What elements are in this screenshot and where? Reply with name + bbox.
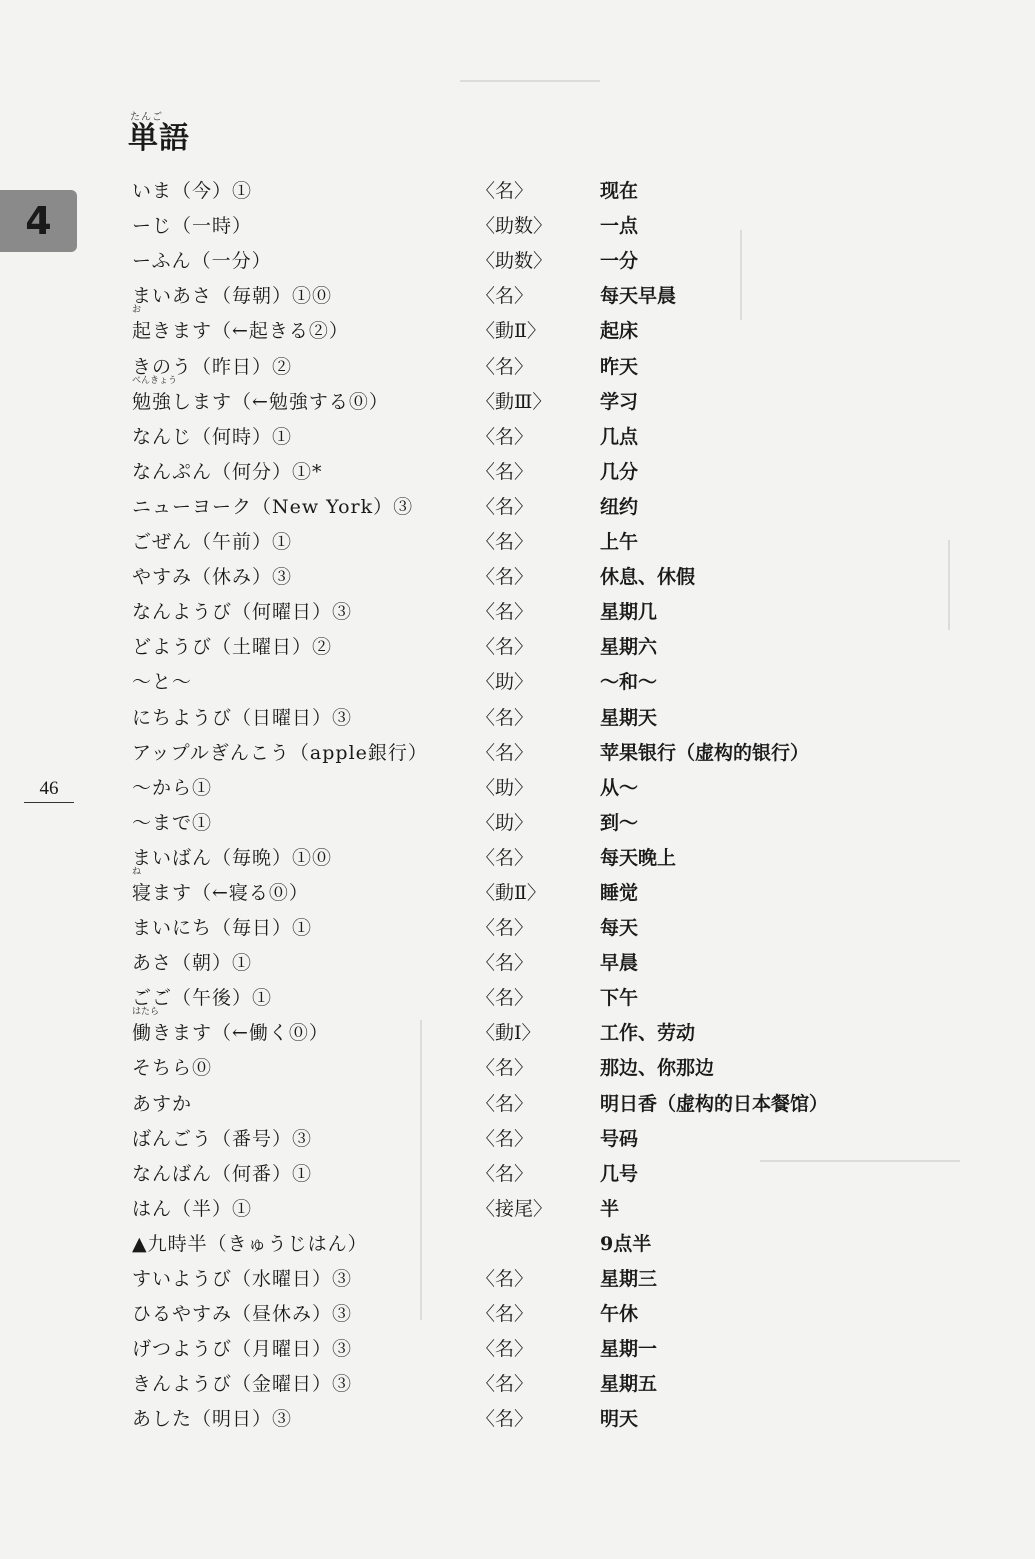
part-of-speech: 〈名〉 bbox=[476, 601, 534, 624]
part-of-speech: 〈名〉 bbox=[476, 987, 534, 1010]
vocab-row bbox=[128, 1400, 908, 1435]
vocab-row bbox=[128, 593, 908, 628]
vocab-row bbox=[128, 1155, 908, 1190]
vocab-row bbox=[128, 769, 908, 804]
part-of-speech: 〈名〉 bbox=[476, 425, 534, 448]
term-ruby: はたら bbox=[132, 1007, 160, 1018]
vocab-meaning: ～和～ bbox=[600, 671, 658, 694]
vocab-row bbox=[128, 558, 908, 593]
chapter-tab bbox=[0, 190, 77, 252]
part-of-speech: 〈名〉 bbox=[476, 952, 534, 975]
vocab-row bbox=[128, 866, 908, 909]
vocab-term: すいようび（水曜日）③ bbox=[132, 1268, 353, 1290]
part-of-speech: 〈動Ⅰ〉 bbox=[476, 1022, 541, 1045]
vocab-term: あすか bbox=[132, 1092, 193, 1115]
vocab-term: やすみ（休み）③ bbox=[132, 566, 293, 589]
vocab-term: まいにち（毎日）① bbox=[132, 917, 313, 940]
vocab-term: なんぷん（何分）①* bbox=[132, 460, 323, 483]
vocab-meaning: 每天晚上 bbox=[600, 846, 677, 869]
vocab-row bbox=[128, 839, 908, 874]
vocab-term: ～から① bbox=[132, 776, 213, 799]
vocabulary-list bbox=[128, 172, 908, 1435]
vocab-term: きんようび（金曜日）③ bbox=[132, 1373, 353, 1396]
term-ruby: お bbox=[132, 305, 142, 316]
vocab-row bbox=[128, 1295, 908, 1330]
vocab-meaning: 到～ bbox=[600, 811, 639, 834]
vocab-row bbox=[128, 488, 908, 523]
vocab-meaning: 几号 bbox=[600, 1162, 639, 1185]
vocab-meaning: 半 bbox=[600, 1197, 620, 1220]
vocab-meaning: 星期几 bbox=[600, 601, 658, 624]
part-of-speech: 〈名〉 bbox=[476, 1338, 534, 1361]
vocab-term: なんじ（何時）① bbox=[132, 425, 293, 448]
vocab-meaning: 明日香（虚构的日本餐馆） bbox=[600, 1092, 829, 1115]
vocab-term: きのう（昨日）② bbox=[132, 355, 293, 378]
vocab-term: まいばん（毎晩）①⓪ bbox=[132, 846, 333, 869]
page-number: 46 bbox=[24, 778, 74, 803]
part-of-speech: 〈助数〉 bbox=[476, 250, 553, 273]
part-of-speech: 〈名〉 bbox=[476, 706, 534, 729]
vocab-row bbox=[128, 1084, 908, 1119]
vocab-row bbox=[128, 663, 908, 698]
vocab-term: はん（半）① bbox=[132, 1197, 253, 1220]
vocab-term: なんようび（何曜日）③ bbox=[132, 601, 353, 624]
vocab-meaning: 号码 bbox=[600, 1127, 639, 1150]
vocab-meaning: 星期五 bbox=[600, 1373, 658, 1396]
part-of-speech: 〈名〉 bbox=[476, 917, 534, 940]
vocab-meaning: 学习 bbox=[600, 390, 639, 413]
part-of-speech: 〈動Ⅱ〉 bbox=[476, 881, 546, 904]
vocab-meaning: 午休 bbox=[600, 1303, 639, 1326]
vocab-meaning: 星期六 bbox=[600, 636, 658, 659]
vocab-term: なんばん（何番）① bbox=[132, 1162, 313, 1185]
vocab-row bbox=[128, 979, 908, 1014]
vocab-row bbox=[128, 172, 908, 207]
vocab-meaning: 纽约 bbox=[600, 495, 639, 518]
vocab-term: ～と～ bbox=[132, 671, 193, 694]
part-of-speech: 〈動Ⅱ〉 bbox=[476, 320, 546, 343]
vocab-meaning: 起床 bbox=[600, 320, 639, 343]
section-heading bbox=[128, 108, 190, 155]
part-of-speech: 〈名〉 bbox=[476, 1057, 534, 1080]
vocab-meaning: 现在 bbox=[600, 180, 639, 203]
part-of-speech: 〈名〉 bbox=[476, 1162, 534, 1185]
part-of-speech: 〈名〉 bbox=[476, 1127, 534, 1150]
part-of-speech: 〈助〉 bbox=[476, 811, 534, 834]
vocab-term: 起きます（←起きる②） bbox=[132, 320, 349, 343]
vocab-row bbox=[128, 207, 908, 242]
part-of-speech: 〈名〉 bbox=[476, 495, 534, 518]
vocab-meaning: 一点 bbox=[600, 215, 639, 238]
vocab-meaning: 休息、休假 bbox=[600, 566, 696, 589]
vocab-term: あした（明日）③ bbox=[132, 1408, 293, 1431]
part-of-speech: 〈助数〉 bbox=[476, 215, 553, 238]
vocab-meaning: 几分 bbox=[600, 460, 639, 483]
part-of-speech: 〈名〉 bbox=[476, 1092, 534, 1115]
page-title: 単語 bbox=[128, 121, 190, 156]
vocab-meaning: 每天 bbox=[600, 917, 639, 940]
part-of-speech: 〈名〉 bbox=[476, 1408, 534, 1431]
vocab-term: ばんごう（番号）③ bbox=[132, 1127, 313, 1150]
vocab-meaning: 每天早晨 bbox=[600, 285, 677, 308]
vocab-term: ーじ（一時） bbox=[132, 215, 253, 238]
vocab-term: 寝ます（←寝る⓪） bbox=[132, 881, 309, 904]
vocab-row bbox=[128, 1330, 908, 1365]
part-of-speech: 〈名〉 bbox=[476, 1373, 534, 1396]
vocab-row bbox=[128, 1260, 908, 1295]
vocab-row bbox=[128, 305, 908, 347]
vocab-term: あさ（朝）① bbox=[132, 952, 253, 975]
part-of-speech: 〈名〉 bbox=[476, 355, 534, 378]
part-of-speech: 〈動Ⅲ〉 bbox=[476, 390, 552, 413]
vocab-term: 働きます（←働く⓪） bbox=[132, 1022, 329, 1045]
part-of-speech: 〈名〉 bbox=[476, 285, 534, 308]
vocab-meaning: 昨天 bbox=[600, 355, 639, 378]
part-of-speech: 〈助〉 bbox=[476, 671, 534, 694]
part-of-speech: 〈名〉 bbox=[476, 636, 534, 659]
vocab-meaning: 几点 bbox=[600, 425, 639, 448]
vocab-row bbox=[128, 1225, 908, 1260]
vocab-row bbox=[128, 453, 908, 488]
vocab-meaning: 星期三 bbox=[600, 1268, 658, 1290]
part-of-speech: 〈名〉 bbox=[476, 846, 534, 869]
vocab-row bbox=[128, 698, 908, 733]
vocab-term: アップルぎんこう（apple銀行） bbox=[132, 741, 428, 764]
vocab-meaning: 那边、你那边 bbox=[600, 1057, 715, 1080]
vocab-meaning: 睡觉 bbox=[600, 881, 639, 904]
part-of-speech: 〈名〉 bbox=[476, 566, 534, 589]
vocab-row bbox=[128, 628, 908, 663]
vocab-term: ～まで① bbox=[132, 811, 213, 834]
vocab-meaning: 从～ bbox=[600, 776, 639, 799]
vocab-row bbox=[128, 523, 908, 558]
vocab-term: 勉強します（←勉強する⓪） bbox=[132, 390, 389, 413]
part-of-speech: 〈名〉 bbox=[476, 1268, 534, 1290]
vocab-term: いま（今）① bbox=[132, 180, 253, 203]
title-ruby: たんご bbox=[130, 112, 163, 123]
vocab-term: にちようび（日曜日）③ bbox=[132, 706, 353, 729]
vocab-meaning: 苹果银行（虚构的银行） bbox=[600, 741, 810, 764]
vocab-meaning: 工作、劳动 bbox=[600, 1022, 696, 1045]
part-of-speech: 〈名〉 bbox=[476, 180, 534, 203]
vocab-meaning: 星期天 bbox=[600, 706, 658, 729]
vocab-row bbox=[128, 418, 908, 453]
vocab-meaning: 一分 bbox=[600, 250, 639, 273]
part-of-speech: 〈名〉 bbox=[476, 460, 534, 483]
vocab-row bbox=[128, 277, 908, 312]
vocab-term: げつようび（月曜日）③ bbox=[132, 1338, 353, 1361]
term-ruby: べんきょう bbox=[132, 375, 178, 386]
part-of-speech: 〈助〉 bbox=[476, 776, 534, 799]
vocab-term: ごご（午後）① bbox=[132, 987, 273, 1010]
vocab-term: ーふん（一分） bbox=[132, 250, 272, 273]
vocab-row bbox=[128, 347, 908, 382]
vocab-meaning: 9点半 bbox=[600, 1232, 652, 1255]
vocab-row bbox=[128, 1190, 908, 1225]
part-of-speech: 〈接尾〉 bbox=[476, 1197, 553, 1220]
vocab-row bbox=[128, 944, 908, 979]
vocab-meaning: 星期一 bbox=[600, 1338, 658, 1361]
vocab-row bbox=[128, 734, 908, 769]
part-of-speech: 〈名〉 bbox=[476, 531, 534, 554]
vocab-term: どようび（土曜日）② bbox=[132, 636, 333, 659]
vocab-row bbox=[128, 375, 908, 418]
part-of-speech: 〈名〉 bbox=[476, 741, 534, 764]
vocab-row bbox=[128, 242, 908, 277]
vocab-row bbox=[128, 804, 908, 839]
term-ruby: ね bbox=[132, 866, 142, 877]
vocab-term: まいあさ（毎朝）①⓪ bbox=[132, 285, 333, 308]
vocab-row bbox=[128, 909, 908, 944]
vocab-term: ▲九時半（きゅうじはん） bbox=[132, 1232, 368, 1255]
vocab-term: そちら⓪ bbox=[132, 1057, 213, 1080]
vocab-row bbox=[128, 1049, 908, 1084]
part-of-speech: 〈名〉 bbox=[476, 1303, 534, 1326]
vocab-meaning: 明天 bbox=[600, 1408, 639, 1431]
vocab-meaning: 下午 bbox=[600, 987, 639, 1010]
vocab-row bbox=[128, 1120, 908, 1155]
vocab-meaning: 早晨 bbox=[600, 952, 639, 975]
vocab-term: ひるやすみ（昼休み）③ bbox=[132, 1303, 353, 1326]
vocab-meaning: 上午 bbox=[600, 531, 639, 554]
vocab-row bbox=[128, 1007, 908, 1049]
vocab-term: ごぜん（午前）① bbox=[132, 531, 293, 554]
chapter-number: 4 bbox=[25, 199, 52, 243]
vocab-row bbox=[128, 1365, 908, 1400]
vocab-term: ニューヨーク（New York）③ bbox=[132, 495, 414, 518]
